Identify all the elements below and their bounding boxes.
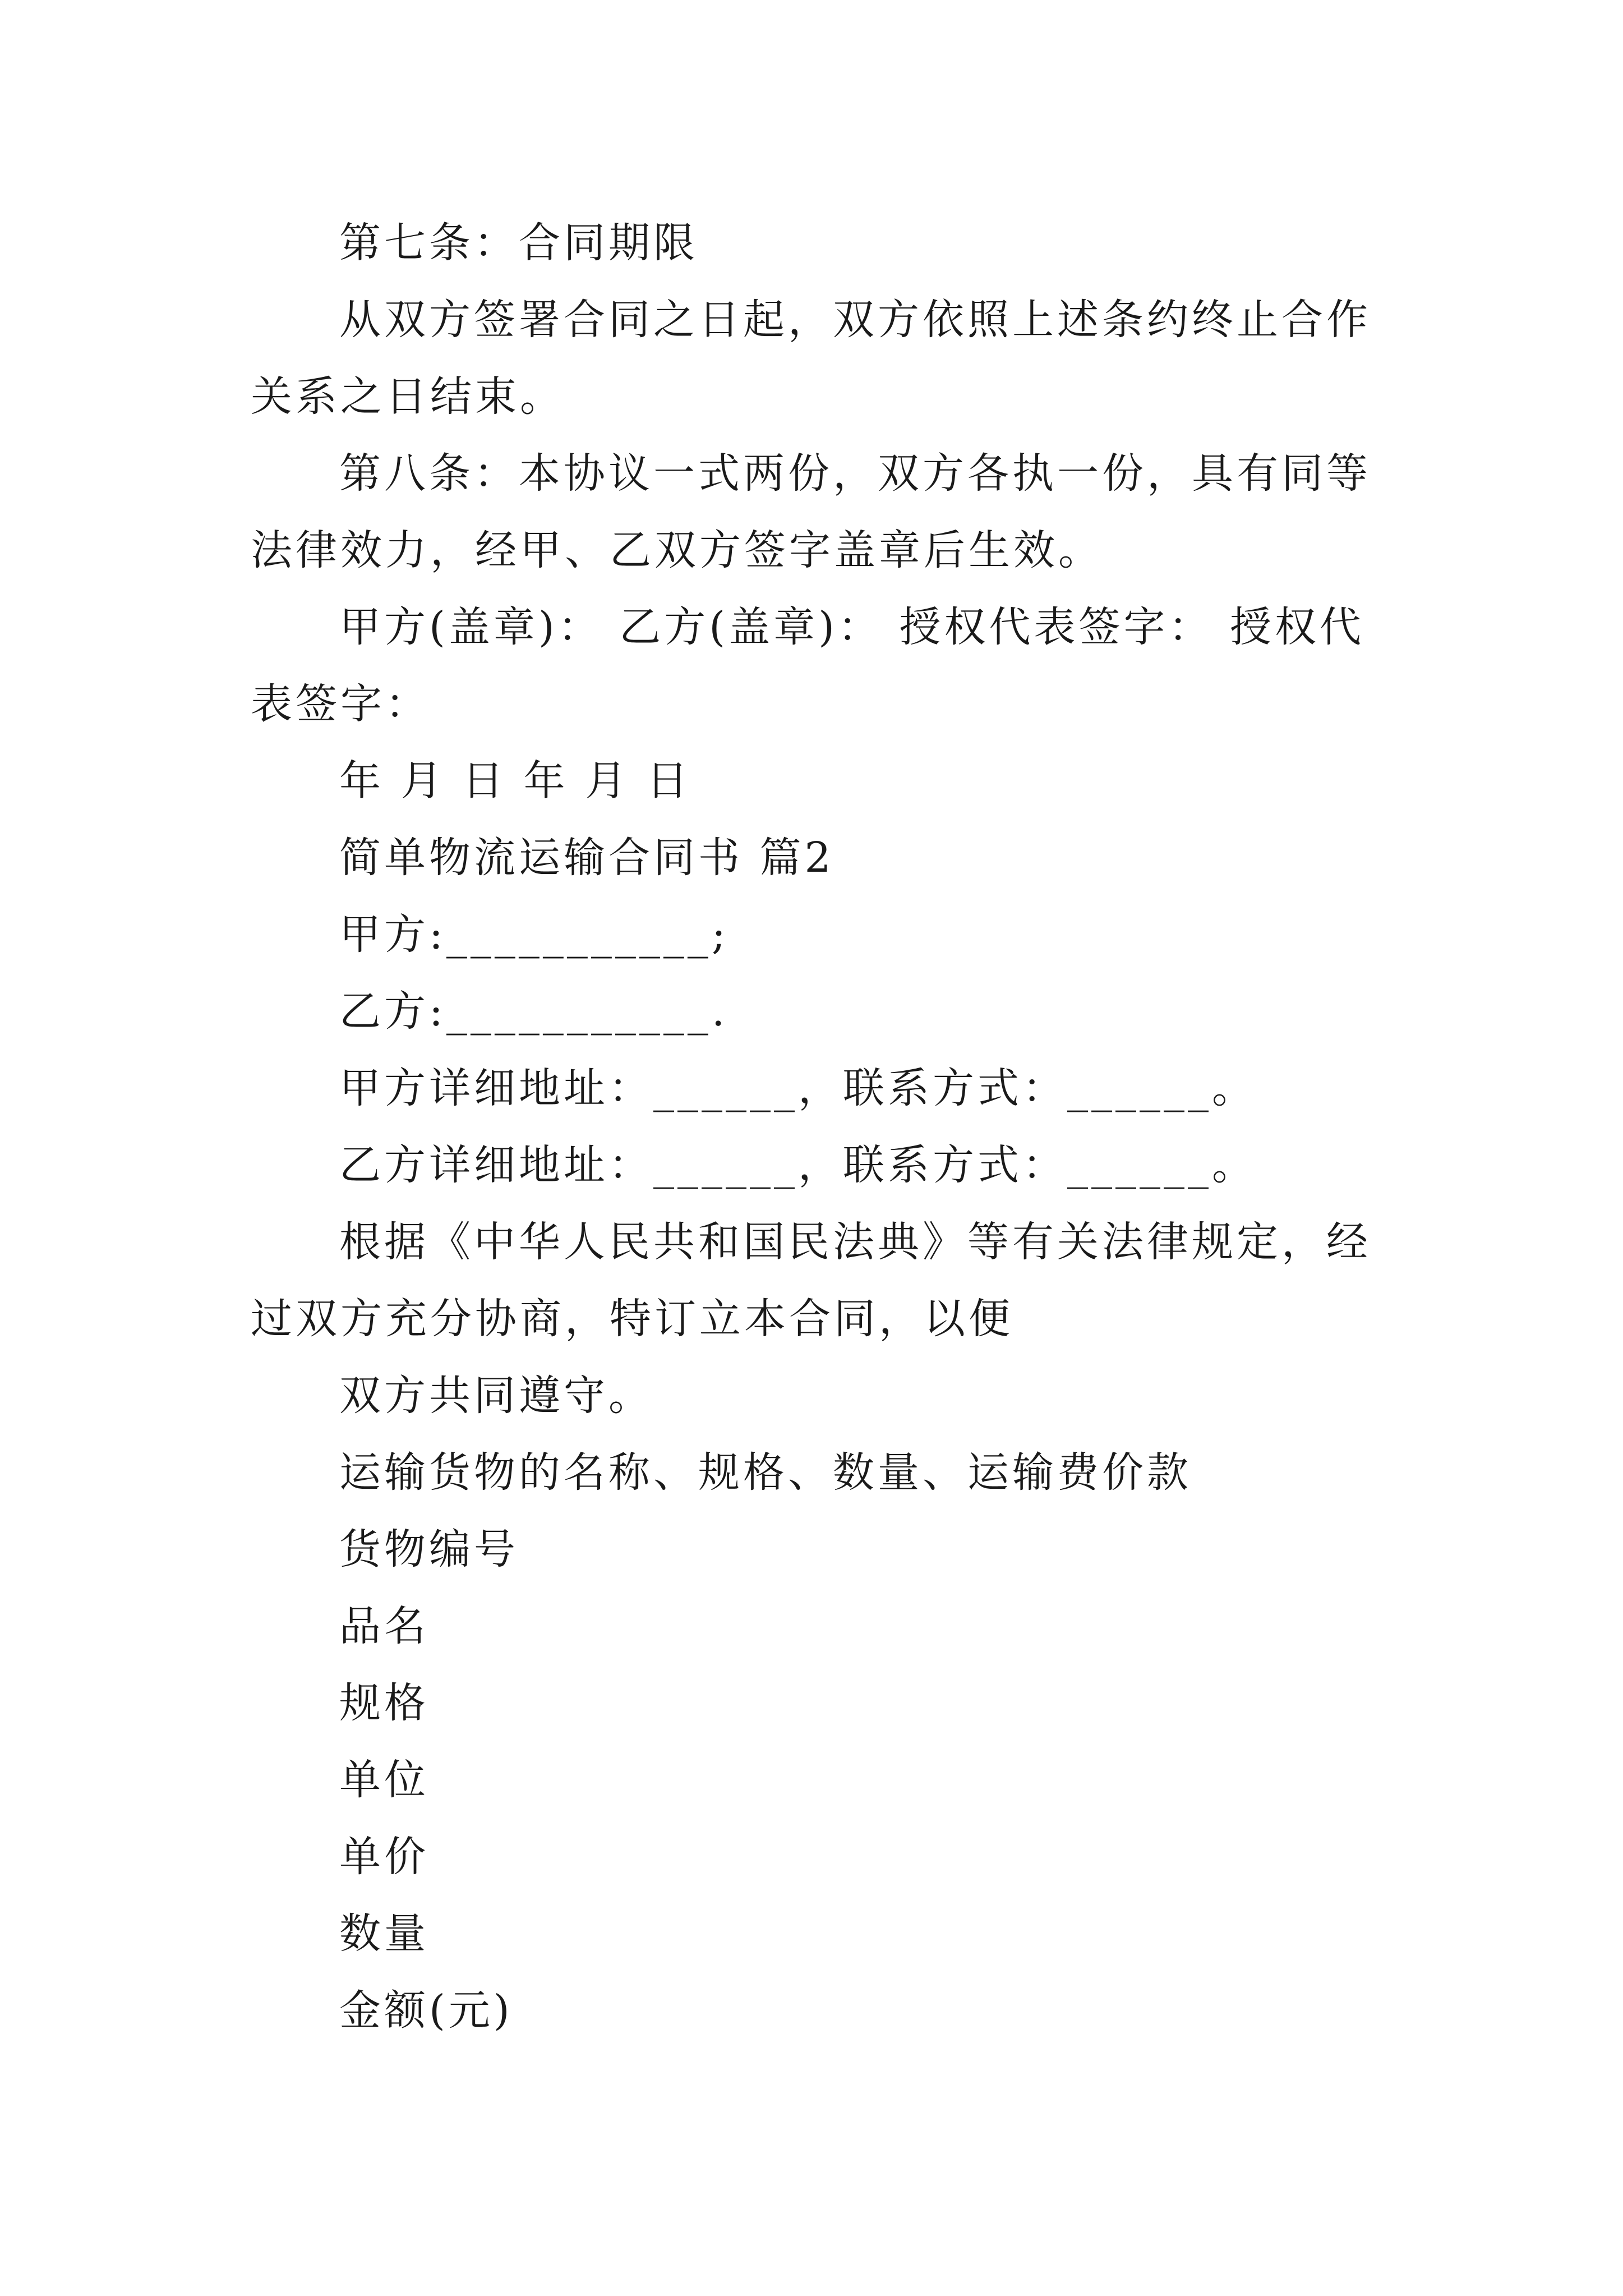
specification-label: 规格: [339, 1679, 429, 1727]
goods-info-heading: 运输货物的名称、规格、数量、运输费价款: [339, 1448, 1192, 1497]
unit-price-label: 单价: [339, 1833, 429, 1881]
product-name-label: 品名: [339, 1602, 429, 1650]
amount-label: 金额(元): [339, 1986, 513, 2035]
unit-label: 单位: [339, 1756, 429, 1804]
party-a-address-line: 甲方详细地址：______，联系方式：______。: [339, 1064, 1257, 1112]
quantity-label: 数量: [339, 1910, 429, 1958]
article-8-paragraph: 第八条：本协议一式两份，双方各执一份，具有同等法律效力，经甲、乙双方签字盖章后生效。: [251, 449, 1371, 574]
contract-term-paragraph: 从双方签署合同之日起，双方依照上述条约终止合作关系之日结束。: [251, 296, 1371, 421]
document-body: [251, 205, 1395, 2049]
signature-line: 甲方(盖章)： 乙方(盖章)： 授权代表签字： 授权代表签字：: [251, 603, 1365, 728]
legal-basis-paragraph: 根据《中华人民共和国民法典》等有关法律规定，经过双方充分协商，特订立本合同，以便: [251, 1218, 1371, 1343]
party-a-field: 甲方:___________;: [339, 910, 729, 959]
party-b-address-line: 乙方详细地址：______，联系方式：______。: [339, 1141, 1257, 1189]
party-b-field: 乙方:___________.: [339, 987, 728, 1036]
section-title: 简单物流运输合同书 篇2: [339, 834, 834, 882]
article-7-heading: 第七条：合同期限: [339, 219, 698, 267]
goods-number-label: 货物编号: [339, 1525, 519, 1573]
mutual-compliance-line: 双方共同遵守。: [339, 1372, 653, 1420]
date-line: 年 月 日 年 月 日: [339, 757, 691, 805]
